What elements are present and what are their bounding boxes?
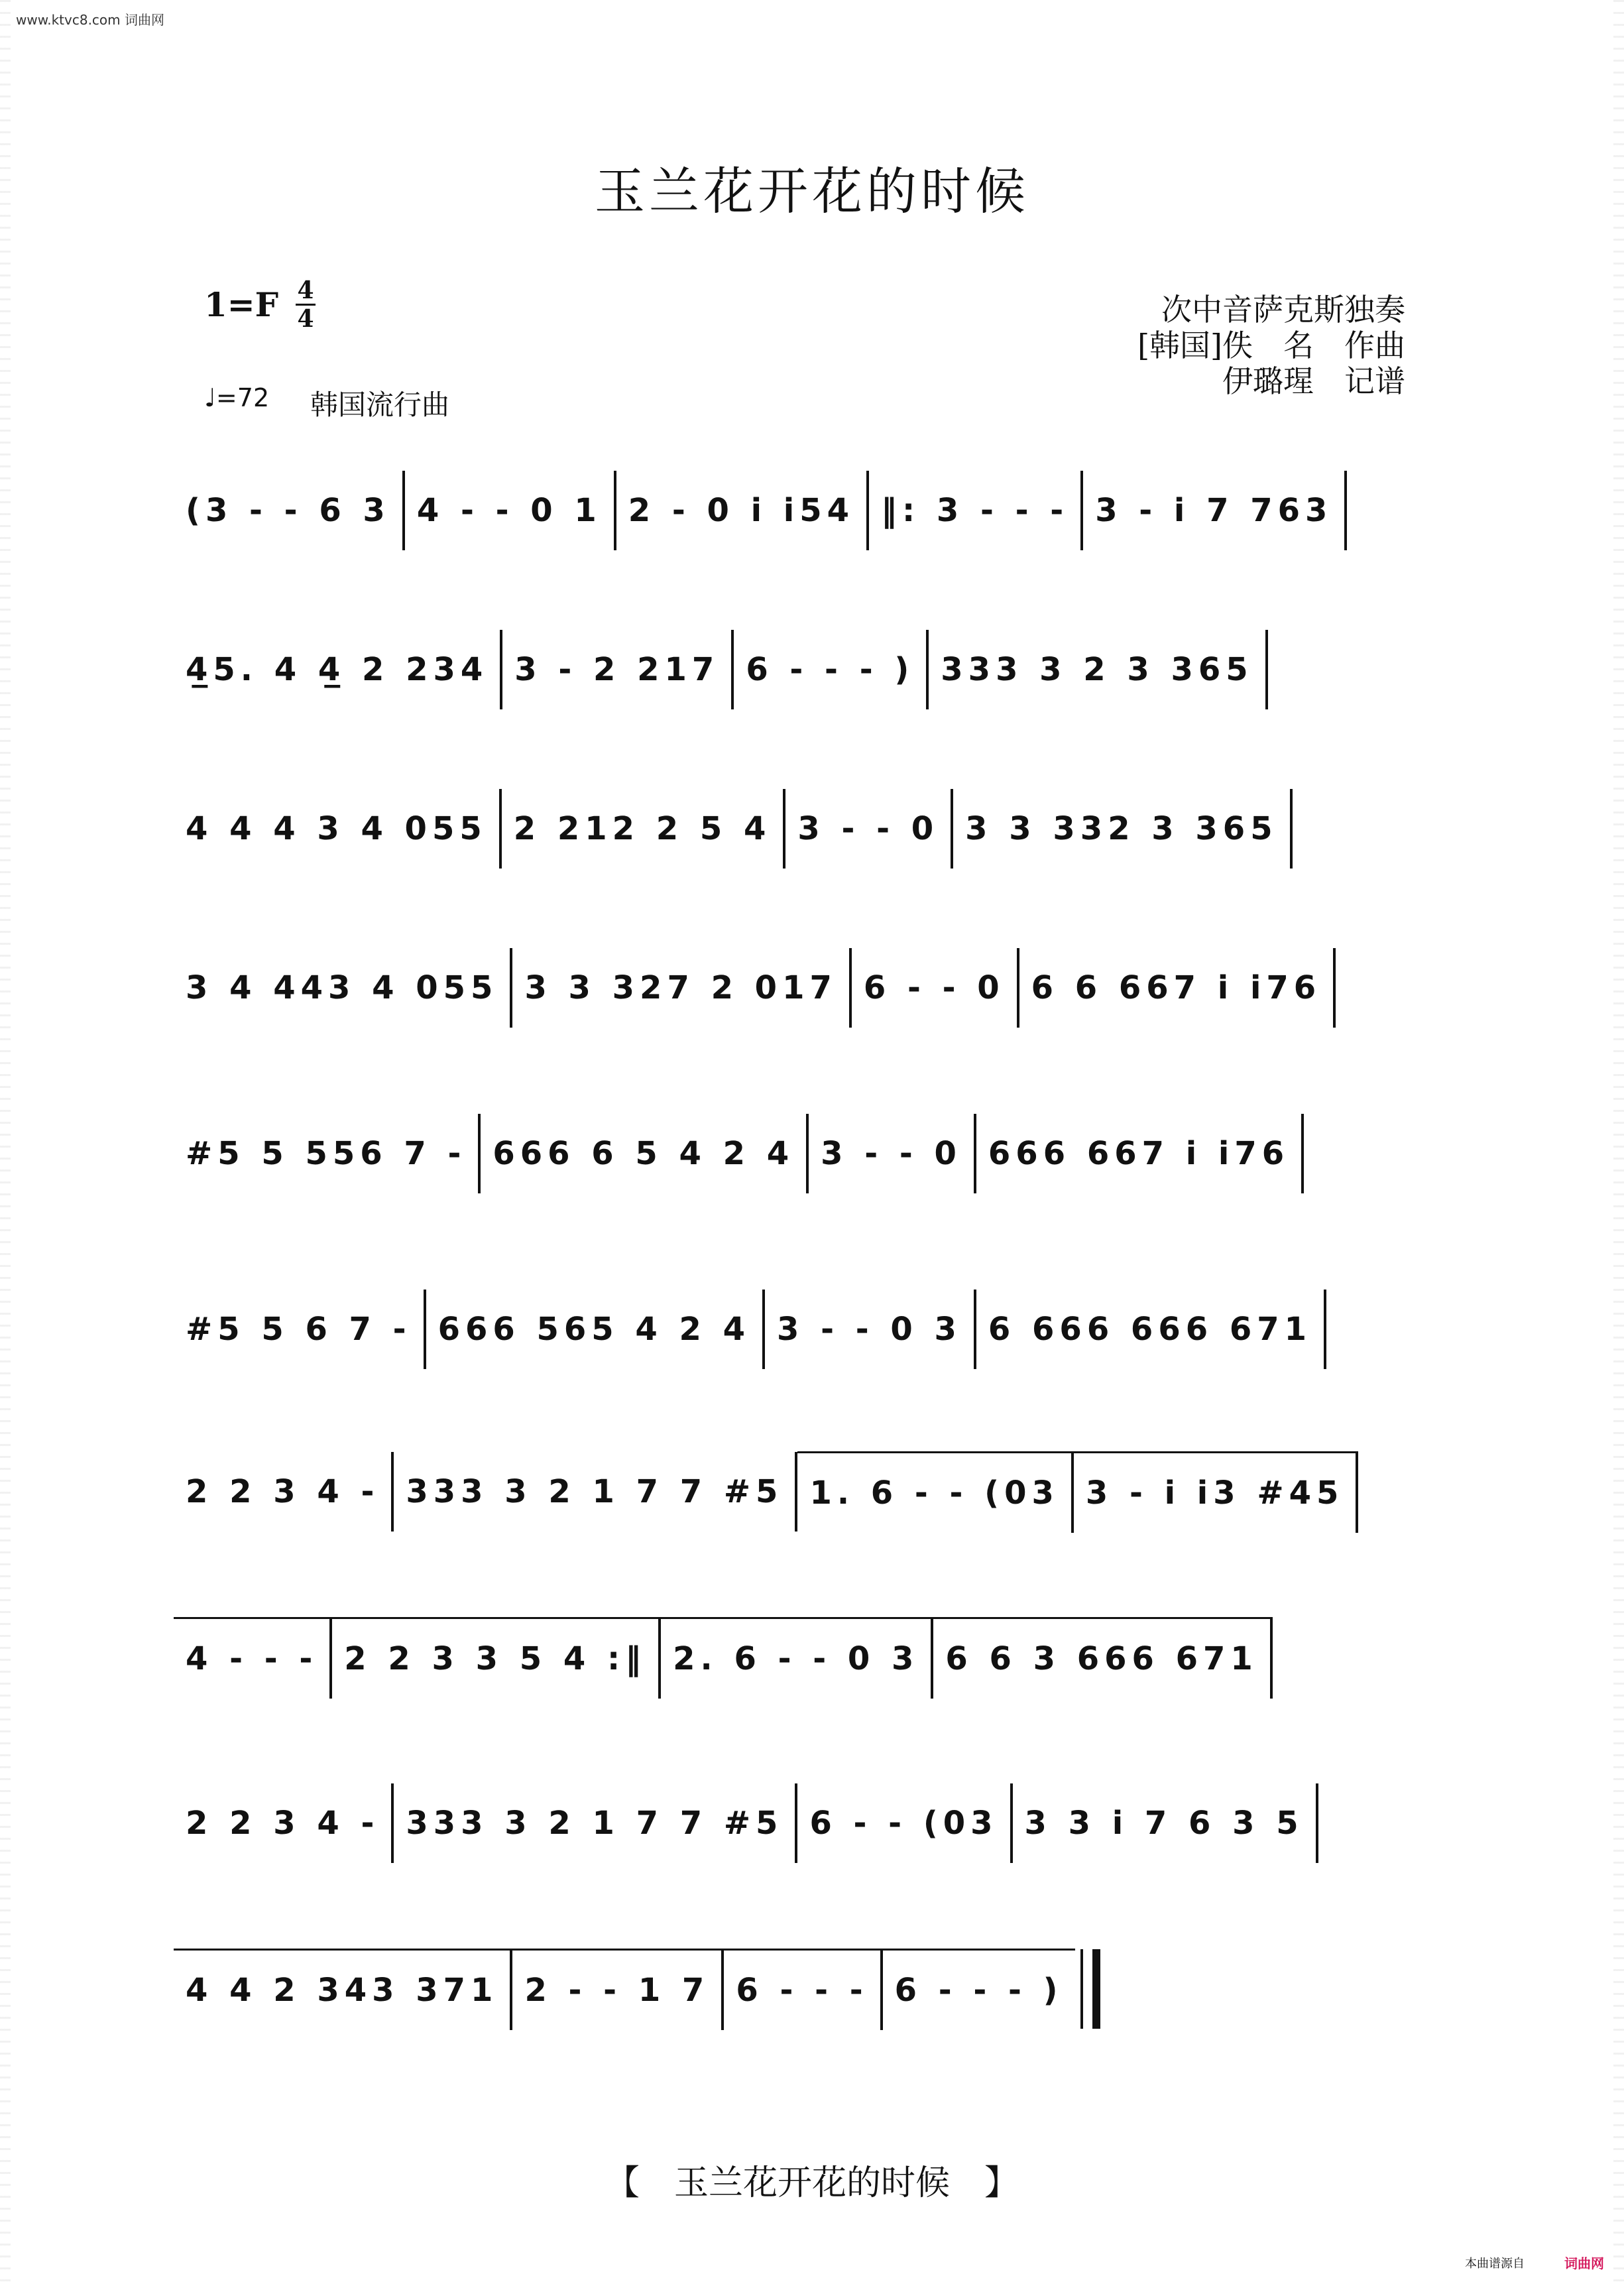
measure: [929, 630, 1267, 709]
measure-notes: 4 4 2 343 371: [186, 1971, 498, 2009]
measure-notes: 666 667 i i76: [988, 1135, 1290, 1172]
time-signature-top: 4: [297, 276, 314, 304]
measure: [512, 1949, 724, 2030]
measure: [394, 1452, 797, 1532]
measure-notes: 666 6 5 4 2 4: [493, 1135, 795, 1172]
measure-notes: 2 - 0 i i54: [628, 492, 854, 529]
measure: [785, 789, 953, 869]
measure-notes: 6 - - -: [736, 1971, 868, 2009]
measure: [426, 1290, 765, 1369]
brand-logo[interactable]: 词曲网: [1564, 2255, 1604, 2271]
measure-ending-2: [661, 1617, 933, 1699]
measure-notes: 3 3 i 7 6 3 5: [1024, 1805, 1304, 1842]
measure-notes: 3 - 2 217: [514, 651, 720, 688]
measure: [174, 1949, 512, 2030]
system-3: [174, 789, 1460, 869]
left-edge-decoration: [0, 0, 11, 2284]
system-1: [174, 471, 1460, 550]
measure-notes: 333 3 2 1 7 7 #5: [406, 1473, 783, 1510]
measure: [734, 630, 929, 709]
measure-notes: 2 - - 1 7: [524, 1971, 710, 2009]
system-9: [174, 1783, 1460, 1863]
measure-notes: 333 3 2 3 365: [941, 651, 1253, 688]
measure-notes: 3 - - 0 3: [777, 1311, 962, 1348]
measure: [502, 630, 734, 709]
measure-notes: 2. 6 - - 0 3: [673, 1640, 919, 1677]
measure-notes: 2 2 3 4 -: [186, 1805, 380, 1842]
measure-notes: 2 2 3 4 -: [186, 1473, 380, 1510]
measure: [616, 471, 869, 550]
system-8: [174, 1618, 1460, 1697]
measure-ending-1: [797, 1451, 1073, 1533]
measure-notes: 2 2 3 3 5 4 :‖: [344, 1640, 647, 1677]
credit-instrument: 次中音萨克斯独奏: [1161, 292, 1405, 328]
credits: [1137, 292, 1405, 399]
measure: [174, 948, 512, 1028]
measure-notes: 1. 6 - - (03: [809, 1474, 1059, 1512]
measure: [174, 1114, 481, 1193]
system-4: [174, 948, 1460, 1028]
measure-notes: 6 - - 0: [863, 969, 1005, 1006]
measure: [724, 1949, 882, 2030]
measure: [174, 1783, 394, 1863]
measure-notes: 6 - - (03: [809, 1805, 998, 1842]
footer-title: 【 玉兰花开花的时候 】: [605, 2163, 1019, 2203]
right-edge-decoration: [1613, 0, 1624, 2284]
measure: [797, 1783, 1012, 1863]
measure: [1074, 1451, 1358, 1533]
system-5: [174, 1114, 1460, 1193]
measure: [174, 630, 502, 709]
measure-notes: 4̲5. 4 4̲ 2 234: [186, 651, 489, 688]
credit-composer: [韩国]佚 名 作曲: [1137, 328, 1405, 363]
measure: [883, 1949, 1075, 2030]
measure-notes: 2 212 2 5 4: [513, 810, 772, 847]
measure: [174, 789, 502, 869]
site-url: www.ktvc8.com 词曲网: [16, 12, 165, 28]
measure-notes: 4 - - 0 1: [416, 492, 602, 529]
measure-notes: 3 4 443 4 055: [186, 969, 498, 1006]
measure: [765, 1290, 976, 1369]
measure: [953, 789, 1292, 869]
measure: [1083, 471, 1347, 550]
measure-notes: 6 - - - ): [894, 1971, 1063, 2009]
credit-transcriber: 伊璐瑆 记谱: [1222, 363, 1405, 399]
system-6: [174, 1290, 1460, 1369]
measure-notes: 3 - i 7 763: [1095, 492, 1333, 529]
measure: [174, 471, 405, 550]
measure-notes: 3 - - 0: [821, 1135, 962, 1172]
time-signature: [296, 277, 316, 332]
measure-notes: 4 - - -: [186, 1640, 318, 1677]
final-barline: [1080, 1949, 1100, 2029]
tempo-mark: ♩=72: [204, 383, 270, 412]
measure-notes: (3 - - 6 3: [186, 492, 390, 529]
measure-notes: 3 3 332 3 365: [965, 810, 1278, 847]
measure: [405, 471, 616, 550]
measure-notes: 666 565 4 2 4: [437, 1311, 751, 1348]
measure: [332, 1617, 661, 1699]
measure: [481, 1114, 809, 1193]
measure: [1013, 1783, 1318, 1863]
measure: [809, 1114, 976, 1193]
measure: [174, 1617, 332, 1699]
source-note: 本曲谱源自: [1465, 2257, 1525, 2271]
measure: [394, 1783, 797, 1863]
measure-notes: 4 4 4 3 4 055: [186, 810, 487, 847]
measure: [174, 1290, 426, 1369]
measure-notes: 333 3 2 1 7 7 #5: [406, 1805, 783, 1842]
measure: [933, 1617, 1272, 1699]
measure: [174, 1452, 394, 1532]
measure-notes: 6 6 3 666 671: [945, 1640, 1258, 1677]
genre-label: 韩国流行曲: [310, 389, 450, 421]
time-signature-bottom: 4: [297, 305, 314, 333]
measure-notes: 3 3 327 2 017: [524, 969, 837, 1006]
measure-notes: #5 5 556 7 -: [186, 1135, 467, 1172]
page-title: 玉兰花开花的时候: [595, 162, 1029, 221]
system-10: [174, 1949, 1460, 2029]
measure-notes: 6 - - - ): [746, 651, 915, 688]
measure-notes: #5 5 6 7 -: [186, 1311, 412, 1348]
measure-notes: 6 6 667 i i76: [1031, 969, 1322, 1006]
measure: [1019, 948, 1336, 1028]
measure: [512, 948, 851, 1028]
measure: [852, 948, 1019, 1028]
system-2: [174, 630, 1460, 709]
measure: [869, 471, 1083, 550]
measure-notes: 6 666 666 671: [988, 1311, 1312, 1348]
measure-notes: 3 - - 0: [797, 810, 939, 847]
key-signature: 1=F: [204, 285, 279, 324]
measure-notes: 3 - i i3 #45: [1085, 1474, 1344, 1512]
measure: [976, 1290, 1326, 1369]
system-7: [174, 1452, 1460, 1532]
measure: [976, 1114, 1304, 1193]
measure-notes: ‖: 3 - - -: [880, 492, 1069, 529]
measure: [502, 789, 786, 869]
